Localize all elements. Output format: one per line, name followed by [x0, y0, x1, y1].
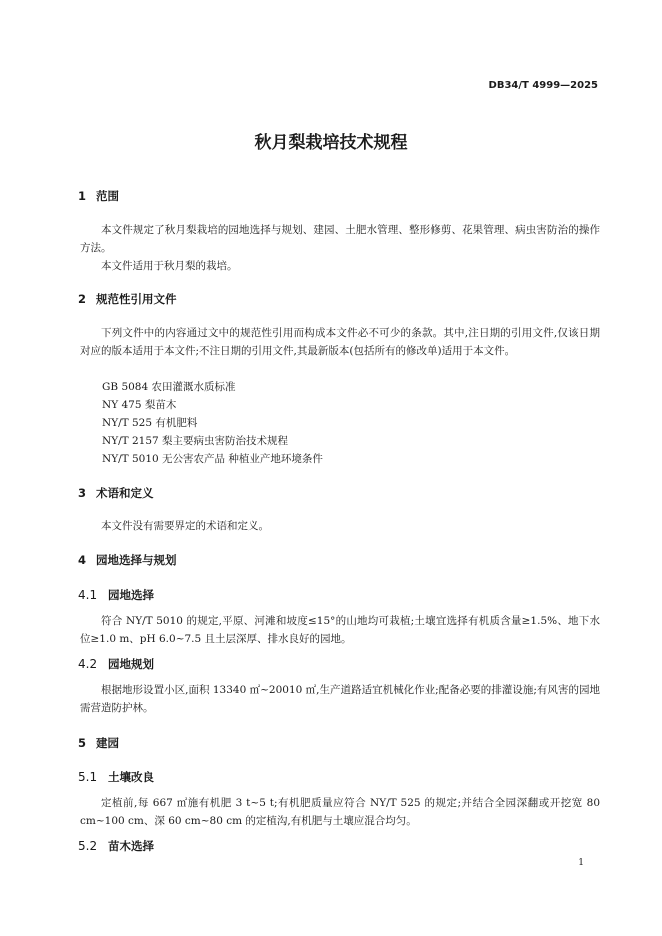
- section-3-heading: [78, 485, 154, 501]
- section-title: 园地选择与规划: [96, 553, 177, 567]
- reference-item: NY/T 2157 梨主要病虫害防治技术规程: [102, 435, 289, 447]
- page-number: 1: [578, 858, 584, 868]
- subsection-title: 苗木选择: [108, 839, 154, 853]
- section-5-1-heading: [78, 769, 154, 785]
- section-number: 1: [78, 189, 87, 203]
- reference-item: NY/T 525 有机肥料: [102, 417, 198, 429]
- subsection-number: 5.2: [78, 839, 98, 853]
- section-1-heading: [78, 188, 119, 204]
- section-number: 2: [78, 292, 87, 306]
- section-5-heading: [78, 735, 119, 751]
- subsection-number: 4.2: [78, 657, 98, 671]
- section-number: 4: [78, 553, 87, 567]
- section-4-1-paragraph: 符合 NY/T 5010 的规定,平原、河滩和坡度≤15°的山地均可栽植;土壤宜选择有机质含量≥1.5%、地下水位≥1.0 m、pH 6.0~7.5 且土层深厚、排水良好的园地。: [80, 615, 600, 645]
- subsection-title: 园地规划: [108, 657, 154, 671]
- reference-item: NY/T 5010 无公害农产品 种植业产地环境条件: [102, 453, 323, 465]
- subsection-number: 4.1: [78, 588, 98, 602]
- subsection-number: 5.1: [78, 770, 98, 784]
- document-title: 秋月梨栽培技术规程: [254, 133, 408, 153]
- section-4-heading: [78, 552, 177, 568]
- section-5-1-paragraph: 定植前,每 667 ㎡施有机肥 3 t~5 t;有机肥质量应符合 NY/T 525 的规定;并结合全园深翻或开挖宽 80 cm~100 cm、深 60 cm~80 cm 的定植沟,有机肥与土壤应混合均匀。: [80, 797, 600, 827]
- section-2-paragraph-1: 下列文件中的内容通过文中的规范性引用而构成本文件必不可少的条款。其中,注日期的引用文件,仅该日期对应的版本适用于本文件;不注日期的引用文件,其最新版本(包括所有的修改单)适用于本文件。: [80, 327, 600, 357]
- section-number: 5: [78, 736, 87, 750]
- section-title: 范围: [96, 189, 119, 203]
- section-4-1-heading: [78, 587, 154, 603]
- section-2-heading: [78, 291, 177, 307]
- section-title: 建园: [96, 736, 119, 750]
- reference-item: GB 5084 农田灌溉水质标准: [102, 381, 236, 393]
- reference-item: NY 475 梨苗木: [102, 399, 177, 411]
- section-5-2-heading: [78, 838, 154, 854]
- section-1-paragraph-1: 本文件规定了秋月梨栽培的园地选择与规划、建园、土肥水管理、整形修剪、花果管理、病虫害防治的操作方法。: [80, 224, 600, 254]
- section-1-paragraph-2: 本文件适用于秋月梨的栽培。: [101, 260, 238, 272]
- section-3-paragraph-1: 本文件没有需要界定的术语和定义。: [101, 520, 269, 532]
- subsection-title: 土壤改良: [108, 770, 154, 784]
- section-4-2-paragraph: 根据地形设置小区,面积 13340 ㎡~20010 ㎡,生产道路适宜机械化作业;配备必要的排灌设施;有风害的园地需营造防护林。: [80, 684, 600, 714]
- section-4-2-heading: [78, 656, 154, 672]
- section-title: 术语和定义: [96, 486, 154, 500]
- document-code: DB34/T 4999—2025: [488, 80, 598, 91]
- section-title: 规范性引用文件: [96, 292, 177, 306]
- section-number: 3: [78, 486, 87, 500]
- subsection-title: 园地选择: [108, 588, 154, 602]
